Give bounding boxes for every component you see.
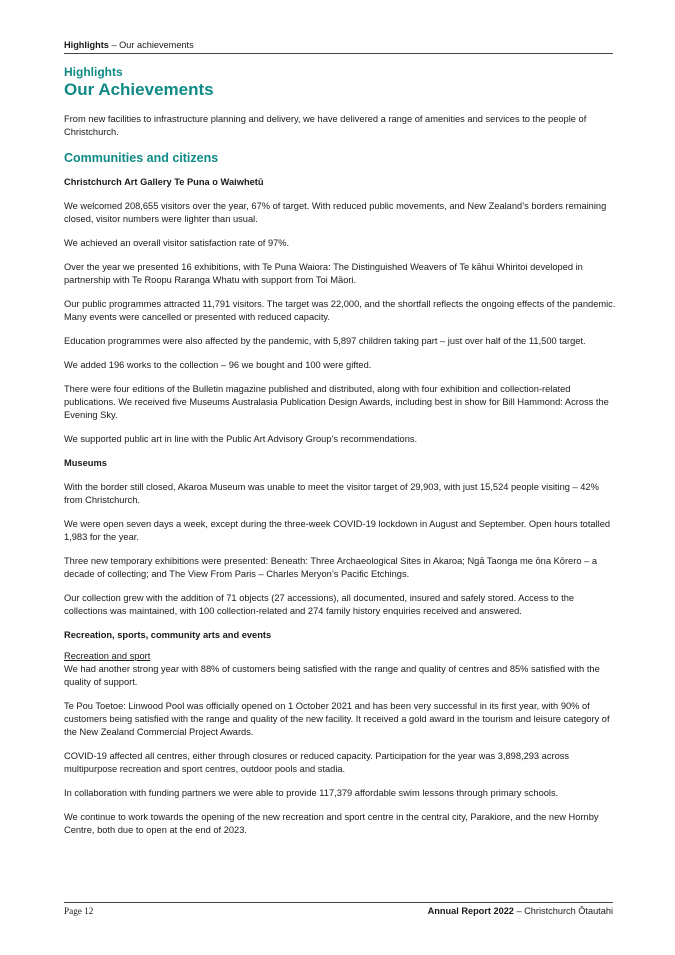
report-title [428, 905, 613, 917]
body-paragraph: COVID-19 affected all centres, either through closures or reduced capacity. Participation for the year was 3,898,293 across multipurpose recreation and sport centres, outdoor pools and stadia. [64, 751, 570, 774]
body-paragraph: We were open seven days a week, except during the three-week COVID-19 lockdown in August and September. Open hours totalled 1,983 for the year. [64, 519, 611, 542]
running-head-topic: – Our achievements [108, 40, 194, 50]
body-paragraph: With the border still closed, Akaroa Museum was unable to meet the visitor target of 29,903, with just 15,524 people visiting – 42% from Christchurch. [64, 482, 599, 505]
communities-heading: Communities and citizens [64, 151, 219, 165]
recreation-heading: Recreation, sports, community arts and events [64, 630, 272, 640]
running-head-section: Highlights [64, 40, 109, 50]
body-paragraph: In collaboration with funding partners we were able to provide 117,379 affordable swim lessons through primary schools. [64, 788, 559, 798]
body-paragraph: We added 196 works to the collection – 96 we bought and 100 were gifted. [64, 360, 372, 370]
body-paragraph: We welcomed 208,655 visitors over the year, 67% of target. With reduced public movements, and New Zealand’s borders remaining closed, visitor numbers were lighter than usual. [64, 201, 607, 224]
intro-paragraph: From new facilities to infrastructure planning and delivery, we have delivered a range of amenities and services to the people of Christchurch. [64, 114, 587, 137]
page-content [64, 64, 616, 848]
body-paragraph: Our public programmes attracted 11,791 visitors. The target was 22,000, and the shortfall reflects the ongoing effects of the pandemic. Many events were cancelled or presented with reduced capacity. [64, 299, 616, 322]
recreation-first-paragraph: We had another strong year with 88% of customers being satisfied with the range and quality of centres and 85% satisfied with the quality of support. [64, 664, 600, 687]
body-paragraph: We supported public art in line with the Public Art Advisory Group’s recommendations. [64, 434, 418, 444]
running-head [64, 39, 613, 54]
body-paragraph: There were four editions of the Bulletin magazine published and distributed, along with four exhibition and collection-related publications. We received five Museums Australasia Publication Design Awards, including best in show for Bill Hammond: Across the Evening Sky. [64, 384, 609, 420]
page-title: Our Achievements [64, 80, 214, 99]
gallery-paragraphs [64, 200, 616, 446]
recreation-first-block [64, 650, 616, 689]
body-paragraph: We achieved an overall visitor satisfaction rate of 97%. [64, 238, 290, 248]
museums-paragraphs [64, 481, 616, 618]
body-paragraph: We continue to work towards the opening of the new recreation and sport centre in the central city, Parakiore, and the new Hornby Centre, both due to open at the end of 2023. [64, 812, 599, 835]
page-footer [64, 902, 613, 917]
report-publisher: – Christchurch Ōtautahi [513, 906, 613, 916]
body-paragraph: Education programmes were also affected by the pandemic, with 5,897 children taking part – just over half of the 11,500 target. [64, 336, 586, 346]
report-name: Annual Report 2022 [427, 906, 514, 916]
museums-heading: Museums [64, 458, 107, 468]
gallery-heading: Christchurch Art Gallery Te Puna o Waiwhetū [64, 177, 264, 187]
recreation-subheading: Recreation and sport [64, 651, 151, 661]
recreation-paragraphs [64, 700, 616, 837]
section-kicker: Highlights [64, 65, 123, 79]
body-paragraph: Our collection grew with the addition of 71 objects (27 accessions), all documented, insured and safely stored. Access to the collections was maintained, with 100 collection-related and 274 family history enquiries received and answered. [64, 593, 575, 616]
body-paragraph: Three new temporary exhibitions were presented: Beneath: Three Archaeological Sites in Akaroa; Ngā Taonga me ōna Kōrero – a decade of collecting; and The View From Paris – Charles Meryon’s Pacific Etchings. [64, 556, 597, 579]
body-paragraph: Over the year we presented 16 exhibitions, with Te Puna Waiora: The Distinguished Weavers of Te kāhui Whiritoi developed in partnership with Te Roopu Raranga Whatu with support from Toi Māori. [64, 262, 583, 285]
body-paragraph: Te Pou Toetoe: Linwood Pool was officially opened on 1 October 2021 and has been very successful in its first year, with 90% of customers being satisfied with the range and quality of the new facility. It received a gold award in the tourism and leisure category of the New Zealand Commercial Project Awards. [64, 701, 610, 737]
page-number: Page 12 [64, 906, 94, 916]
